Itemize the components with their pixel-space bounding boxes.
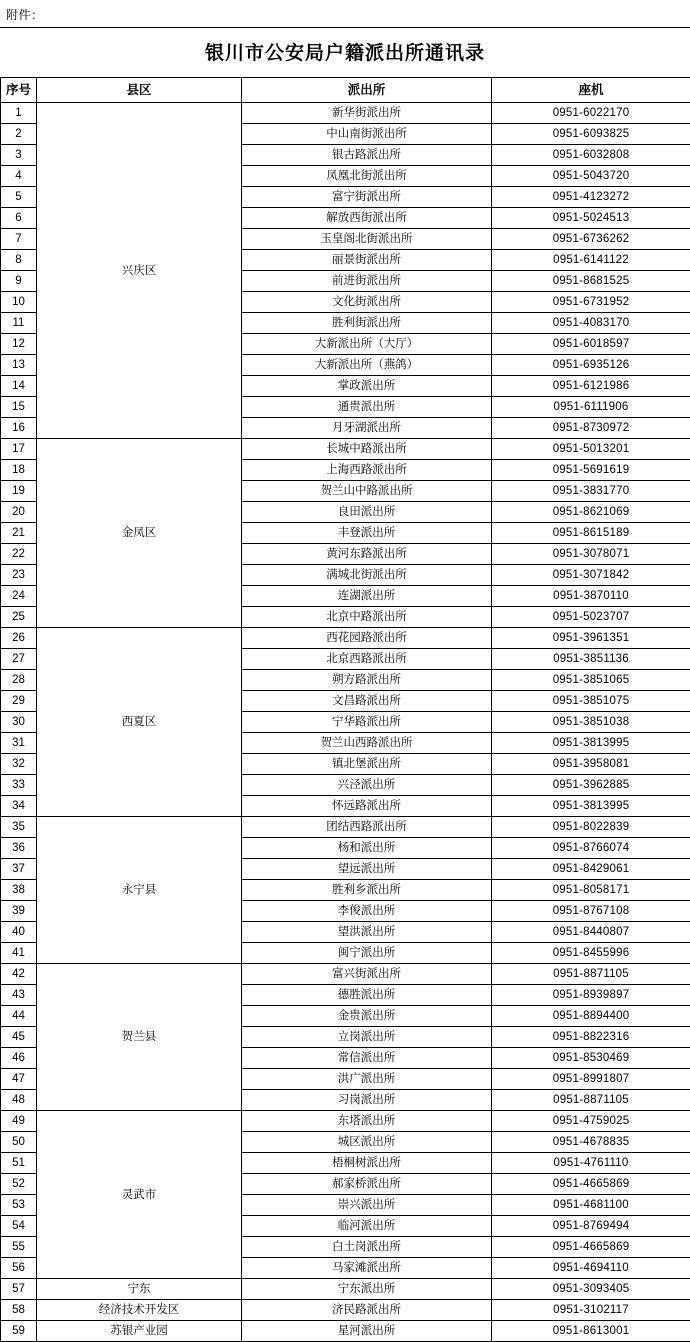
- district-name: 经济技术开发区: [37, 1300, 242, 1321]
- station-phone: 0951-4694110: [492, 1258, 690, 1279]
- station-phone: 0951-8871105: [492, 964, 690, 985]
- table-row: [1, 103, 690, 124]
- station-phone: 0951-3071842: [492, 565, 690, 586]
- district-name: 宁东: [37, 1279, 242, 1300]
- station-name: 习岗派出所: [242, 1090, 492, 1111]
- row-index: 26: [1, 628, 37, 649]
- table-row: [1, 439, 690, 460]
- station-name: 文化街派出所: [242, 292, 492, 313]
- station-name: 凤凰北街派出所: [242, 166, 492, 187]
- row-index: 19: [1, 481, 37, 502]
- station-name: 郝家桥派出所: [242, 1174, 492, 1195]
- station-name: 良田派出所: [242, 502, 492, 523]
- station-phone: 0951-4665869: [492, 1237, 690, 1258]
- station-phone: 0951-6736262: [492, 229, 690, 250]
- district-name: 兴庆区: [37, 103, 242, 439]
- row-index: 34: [1, 796, 37, 817]
- row-index: 9: [1, 271, 37, 292]
- station-phone: 0951-6121986: [492, 376, 690, 397]
- station-name: 星河派出所: [242, 1321, 492, 1342]
- station-phone: 0951-8769494: [492, 1216, 690, 1237]
- station-name: 马家滩派出所: [242, 1258, 492, 1279]
- row-index: 25: [1, 607, 37, 628]
- station-phone: 0951-3962885: [492, 775, 690, 796]
- station-phone: 0951-3961351: [492, 628, 690, 649]
- row-index: 50: [1, 1132, 37, 1153]
- station-phone: 0951-5043720: [492, 166, 690, 187]
- station-name: 德胜派出所: [242, 985, 492, 1006]
- column-header-index: 序号: [1, 78, 37, 103]
- station-phone: 0951-3958081: [492, 754, 690, 775]
- station-phone: 0951-3093405: [492, 1279, 690, 1300]
- station-name: 宁东派出所: [242, 1279, 492, 1300]
- station-name: 东塔派出所: [242, 1111, 492, 1132]
- row-index: 37: [1, 859, 37, 880]
- table-row: [1, 1111, 690, 1132]
- row-index: 17: [1, 439, 37, 460]
- station-name: 团结西路派出所: [242, 817, 492, 838]
- row-index: 12: [1, 334, 37, 355]
- station-name: 立岗派出所: [242, 1027, 492, 1048]
- station-phone: 0951-4681100: [492, 1195, 690, 1216]
- row-index: 53: [1, 1195, 37, 1216]
- row-index: 39: [1, 901, 37, 922]
- station-name: 丽景街派出所: [242, 250, 492, 271]
- station-phone: 0951-8455996: [492, 943, 690, 964]
- row-index: 35: [1, 817, 37, 838]
- station-name: 李俊派出所: [242, 901, 492, 922]
- station-name: 城区派出所: [242, 1132, 492, 1153]
- station-name: 前进街派出所: [242, 271, 492, 292]
- station-phone: 0951-6141122: [492, 250, 690, 271]
- station-name: 崇兴派出所: [242, 1195, 492, 1216]
- station-phone: 0951-3851136: [492, 649, 690, 670]
- district-name: 金凤区: [37, 439, 242, 628]
- row-index: 5: [1, 187, 37, 208]
- row-index: 49: [1, 1111, 37, 1132]
- row-index: 40: [1, 922, 37, 943]
- station-phone: 0951-4665869: [492, 1174, 690, 1195]
- row-index: 54: [1, 1216, 37, 1237]
- station-name: 杨和派出所: [242, 838, 492, 859]
- row-index: 43: [1, 985, 37, 1006]
- station-name: 月牙湖派出所: [242, 418, 492, 439]
- station-name: 闽宁派出所: [242, 943, 492, 964]
- table-header-row: [1, 78, 690, 103]
- station-phone: 0951-4123272: [492, 187, 690, 208]
- station-name: 掌政派出所: [242, 376, 492, 397]
- station-phone: 0951-8530469: [492, 1048, 690, 1069]
- station-name: 北京中路派出所: [242, 607, 492, 628]
- station-name: 富兴街派出所: [242, 964, 492, 985]
- row-index: 18: [1, 460, 37, 481]
- district-name: 贺兰县: [37, 964, 242, 1111]
- station-name: 大新派出所（燕鸽）: [242, 355, 492, 376]
- row-index: 41: [1, 943, 37, 964]
- district-name: 永宁县: [37, 817, 242, 964]
- row-index: 21: [1, 523, 37, 544]
- station-phone: 0951-5023707: [492, 607, 690, 628]
- row-index: 38: [1, 880, 37, 901]
- station-name: 洪广派出所: [242, 1069, 492, 1090]
- station-phone: 0951-8681525: [492, 271, 690, 292]
- station-name: 胜利乡派出所: [242, 880, 492, 901]
- district-name: 灵武市: [37, 1111, 242, 1279]
- station-phone: 0951-5013201: [492, 439, 690, 460]
- station-phone: 0951-6111906: [492, 397, 690, 418]
- row-index: 52: [1, 1174, 37, 1195]
- station-name: 胜利街派出所: [242, 313, 492, 334]
- station-name: 银古路派出所: [242, 145, 492, 166]
- attachment-label: 附件：: [0, 0, 690, 27]
- station-phone: 0951-4083170: [492, 313, 690, 334]
- station-name: 长城中路派出所: [242, 439, 492, 460]
- row-index: 2: [1, 124, 37, 145]
- row-index: 7: [1, 229, 37, 250]
- station-phone: 0951-8991807: [492, 1069, 690, 1090]
- station-phone: 0951-8615189: [492, 523, 690, 544]
- station-phone: 0951-6032808: [492, 145, 690, 166]
- station-phone: 0951-4678835: [492, 1132, 690, 1153]
- station-phone: 0951-8730972: [492, 418, 690, 439]
- station-name: 望洪派出所: [242, 922, 492, 943]
- row-index: 57: [1, 1279, 37, 1300]
- station-name: 望远派出所: [242, 859, 492, 880]
- row-index: 56: [1, 1258, 37, 1279]
- row-index: 59: [1, 1321, 37, 1342]
- table-row: [1, 1321, 690, 1342]
- row-index: 48: [1, 1090, 37, 1111]
- station-phone: 0951-8939897: [492, 985, 690, 1006]
- station-phone: 0951-4759025: [492, 1111, 690, 1132]
- station-name: 西花园路派出所: [242, 628, 492, 649]
- station-name: 常信派出所: [242, 1048, 492, 1069]
- station-name: 解放西街派出所: [242, 208, 492, 229]
- row-index: 10: [1, 292, 37, 313]
- row-index: 14: [1, 376, 37, 397]
- station-phone: 0951-3851075: [492, 691, 690, 712]
- station-phone: 0951-5024513: [492, 208, 690, 229]
- column-header-phone: 座机: [492, 78, 690, 103]
- station-phone: 0951-8621069: [492, 502, 690, 523]
- row-index: 47: [1, 1069, 37, 1090]
- table-row: [1, 1300, 690, 1321]
- table-row: [1, 628, 690, 649]
- row-index: 4: [1, 166, 37, 187]
- station-name: 中山南街派出所: [242, 124, 492, 145]
- station-phone: 0951-8613001: [492, 1321, 690, 1342]
- station-name: 大新派出所（大厅）: [242, 334, 492, 355]
- row-index: 3: [1, 145, 37, 166]
- station-name: 丰登派出所: [242, 523, 492, 544]
- contacts-table: [0, 77, 690, 1342]
- station-phone: 0951-3870110: [492, 586, 690, 607]
- row-index: 46: [1, 1048, 37, 1069]
- row-index: 30: [1, 712, 37, 733]
- station-phone: 0951-6018597: [492, 334, 690, 355]
- station-name: 通贵派出所: [242, 397, 492, 418]
- station-phone: 0951-3813995: [492, 796, 690, 817]
- station-name: 梧桐树派出所: [242, 1153, 492, 1174]
- station-name: 上海西路派出所: [242, 460, 492, 481]
- station-phone: 0951-6022170: [492, 103, 690, 124]
- station-phone: 0951-5691619: [492, 460, 690, 481]
- station-phone: 0951-8871105: [492, 1090, 690, 1111]
- station-name: 贺兰山中路派出所: [242, 481, 492, 502]
- row-index: 24: [1, 586, 37, 607]
- station-phone: 0951-8894400: [492, 1006, 690, 1027]
- station-phone: 0951-6093825: [492, 124, 690, 145]
- station-phone: 0951-8058171: [492, 880, 690, 901]
- row-index: 36: [1, 838, 37, 859]
- row-index: 8: [1, 250, 37, 271]
- station-name: 富宁街派出所: [242, 187, 492, 208]
- table-row: [1, 964, 690, 985]
- station-name: 满城北街派出所: [242, 565, 492, 586]
- station-phone: 0951-8429061: [492, 859, 690, 880]
- row-index: 11: [1, 313, 37, 334]
- station-name: 朔方路派出所: [242, 670, 492, 691]
- station-phone: 0951-8022839: [492, 817, 690, 838]
- station-name: 黄河东路派出所: [242, 544, 492, 565]
- row-index: 20: [1, 502, 37, 523]
- station-name: 新华街派出所: [242, 103, 492, 124]
- station-phone: 0951-3831770: [492, 481, 690, 502]
- station-phone: 0951-4761110: [492, 1153, 690, 1174]
- row-index: 55: [1, 1237, 37, 1258]
- station-name: 北京西路派出所: [242, 649, 492, 670]
- station-phone: 0951-6935126: [492, 355, 690, 376]
- row-index: 23: [1, 565, 37, 586]
- row-index: 1: [1, 103, 37, 124]
- station-phone: 0951-8822316: [492, 1027, 690, 1048]
- row-index: 32: [1, 754, 37, 775]
- station-name: 临河派出所: [242, 1216, 492, 1237]
- row-index: 44: [1, 1006, 37, 1027]
- district-name: 西夏区: [37, 628, 242, 817]
- column-header-district: 县区: [37, 78, 242, 103]
- row-index: 42: [1, 964, 37, 985]
- station-name: 文昌路派出所: [242, 691, 492, 712]
- station-phone: 0951-8440807: [492, 922, 690, 943]
- station-phone: 0951-3078071: [492, 544, 690, 565]
- station-phone: 0951-6731952: [492, 292, 690, 313]
- station-phone: 0951-3102117: [492, 1300, 690, 1321]
- station-name: 兴泾派出所: [242, 775, 492, 796]
- row-index: 51: [1, 1153, 37, 1174]
- row-index: 33: [1, 775, 37, 796]
- row-index: 6: [1, 208, 37, 229]
- table-row: [1, 1279, 690, 1300]
- row-index: 13: [1, 355, 37, 376]
- page-title: 银川市公安局户籍派出所通讯录: [0, 28, 690, 77]
- station-phone: 0951-3851065: [492, 670, 690, 691]
- row-index: 15: [1, 397, 37, 418]
- row-index: 22: [1, 544, 37, 565]
- station-name: 白土岗派出所: [242, 1237, 492, 1258]
- station-name: 宁华路派出所: [242, 712, 492, 733]
- station-name: 济民路派出所: [242, 1300, 492, 1321]
- station-name: 连湖派出所: [242, 586, 492, 607]
- station-name: 金贵派出所: [242, 1006, 492, 1027]
- station-name: 怀远路派出所: [242, 796, 492, 817]
- district-name: 苏银产业园: [37, 1321, 242, 1342]
- row-index: 28: [1, 670, 37, 691]
- station-name: 镇北堡派出所: [242, 754, 492, 775]
- row-index: 31: [1, 733, 37, 754]
- station-name: 贺兰山西路派出所: [242, 733, 492, 754]
- station-phone: 0951-3813995: [492, 733, 690, 754]
- station-name: 玉皇阁北街派出所: [242, 229, 492, 250]
- row-index: 16: [1, 418, 37, 439]
- station-phone: 0951-3851038: [492, 712, 690, 733]
- row-index: 29: [1, 691, 37, 712]
- table-body: [1, 103, 690, 1342]
- station-phone: 0951-8767108: [492, 901, 690, 922]
- row-index: 58: [1, 1300, 37, 1321]
- row-index: 45: [1, 1027, 37, 1048]
- row-index: 27: [1, 649, 37, 670]
- table-row: [1, 817, 690, 838]
- column-header-station: 派出所: [242, 78, 492, 103]
- station-phone: 0951-8766074: [492, 838, 690, 859]
